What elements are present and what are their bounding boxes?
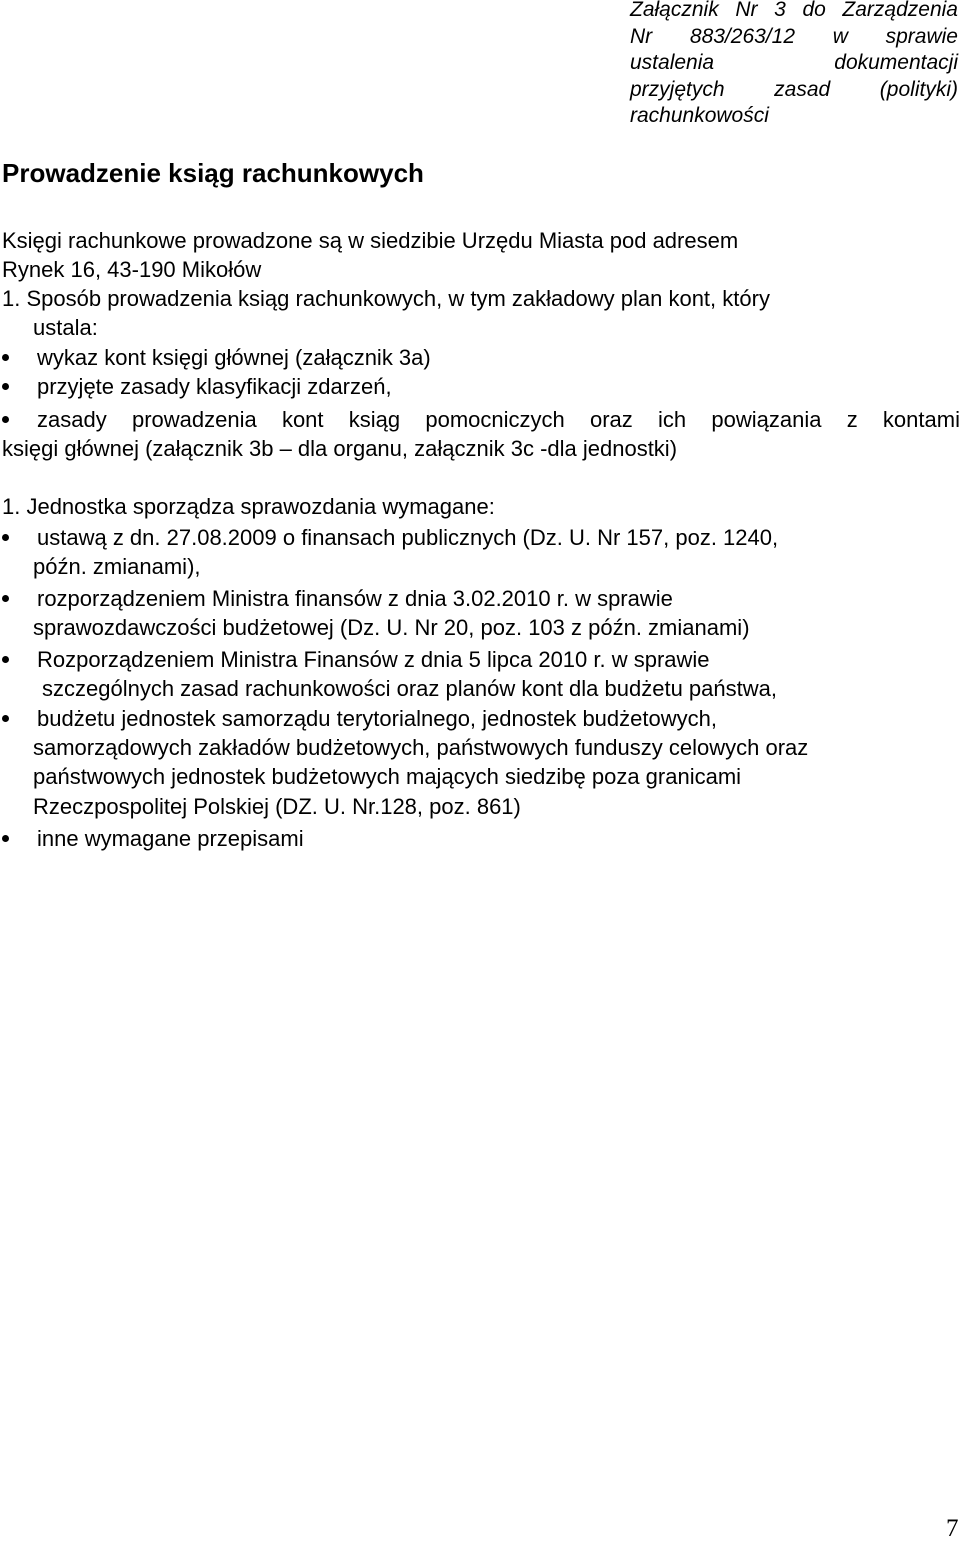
list-item bbox=[0, 824, 960, 853]
address-line-2: Rynek 16, 43-190 Mikołów bbox=[2, 257, 262, 282]
list-item-text: przyjęte zasady klasyfikacji zdarzeń, bbox=[37, 374, 392, 399]
list-item-continuation: szczególnych zasad rachunkowości oraz planów kont dla budżetu państwa, bbox=[42, 676, 777, 701]
annex-line-5: rachunkowości bbox=[630, 104, 769, 127]
bullet-icon bbox=[2, 835, 9, 842]
list-item bbox=[0, 523, 960, 552]
list-item-text-justified: zasady prowadzenia kont ksiąg pomocniczych oraz ich powiązania z kontami bbox=[37, 407, 960, 432]
section-1-heading-continuation: ustala: bbox=[33, 315, 98, 340]
bullet-icon bbox=[2, 383, 9, 390]
bullet-icon bbox=[2, 416, 9, 423]
list-item-continuation: późn. zmianami), bbox=[33, 554, 201, 579]
list-item bbox=[0, 645, 960, 674]
list-item-text: wykaz kont księgi głównej (załącznik 3a) bbox=[37, 345, 431, 370]
annex-line-3: ustalenia dokumentacji bbox=[630, 51, 958, 74]
list-item-continuation: państwowych jednostek budżetowych mających siedzibę poza granicami bbox=[33, 764, 742, 789]
bullet-icon bbox=[2, 656, 9, 663]
section-2-heading: 1. Jednostka sporządza sprawozdania wymagane: bbox=[2, 494, 495, 519]
list-item-text: budżetu jednostek samorządu terytorialnego, jednostek budżetowych, bbox=[37, 706, 717, 731]
list-item-continuation: samorządowych zakładów budżetowych, państwowych funduszy celowych oraz bbox=[33, 735, 809, 760]
annex-line-2: Nr 883/263/12 w sprawie bbox=[630, 24, 958, 48]
annex-note bbox=[630, 0, 958, 130]
list-item bbox=[0, 584, 960, 613]
annex-line-1: Załącznik Nr 3 do Zarządzenia bbox=[630, 0, 958, 21]
list-item-text: Rozporządzeniem Ministra Finansów z dnia 5 lipca 2010 r. w sprawie bbox=[37, 647, 710, 672]
list-item bbox=[0, 343, 960, 372]
page-number: 7 bbox=[946, 1515, 959, 1542]
page-title: Prowadzenie ksiąg rachunkowych bbox=[2, 158, 424, 188]
annex-line-4: przyjętych zasad (polityki) bbox=[630, 77, 958, 101]
list-item-continuation: Rzeczpospolitej Polskiej (DZ. U. Nr.128, poz. 861) bbox=[33, 794, 521, 819]
bullet-icon bbox=[2, 534, 9, 541]
list-item bbox=[0, 704, 960, 733]
section-1-heading: 1. Sposób prowadzenia ksiąg rachunkowych, w tym zakładowy plan kont, który bbox=[2, 286, 770, 311]
list-item bbox=[0, 372, 960, 401]
list-item-text: rozporządzeniem Ministra finansów z dnia 3.02.2010 r. w sprawie bbox=[37, 586, 673, 611]
bullet-icon bbox=[2, 595, 9, 602]
list-item-continuation: sprawozdawczości budżetowej (Dz. U. Nr 20, poz. 103 z późn. zmianami) bbox=[33, 615, 750, 640]
bullet-icon bbox=[2, 715, 9, 722]
list-item-continuation: księgi głównej (załącznik 3b – dla organu, załącznik 3c -dla jednostki) bbox=[2, 436, 678, 461]
list-item-text: inne wymagane przepisami bbox=[37, 826, 304, 851]
bullet-icon bbox=[2, 354, 9, 361]
list-item-text: ustawą z dn. 27.08.2009 o finansach publicznych (Dz. U. Nr 157, poz. 1240, bbox=[37, 525, 779, 550]
address-line-1: Księgi rachunkowe prowadzone są w siedzibie Urzędu Miasta pod adresem bbox=[2, 228, 739, 253]
